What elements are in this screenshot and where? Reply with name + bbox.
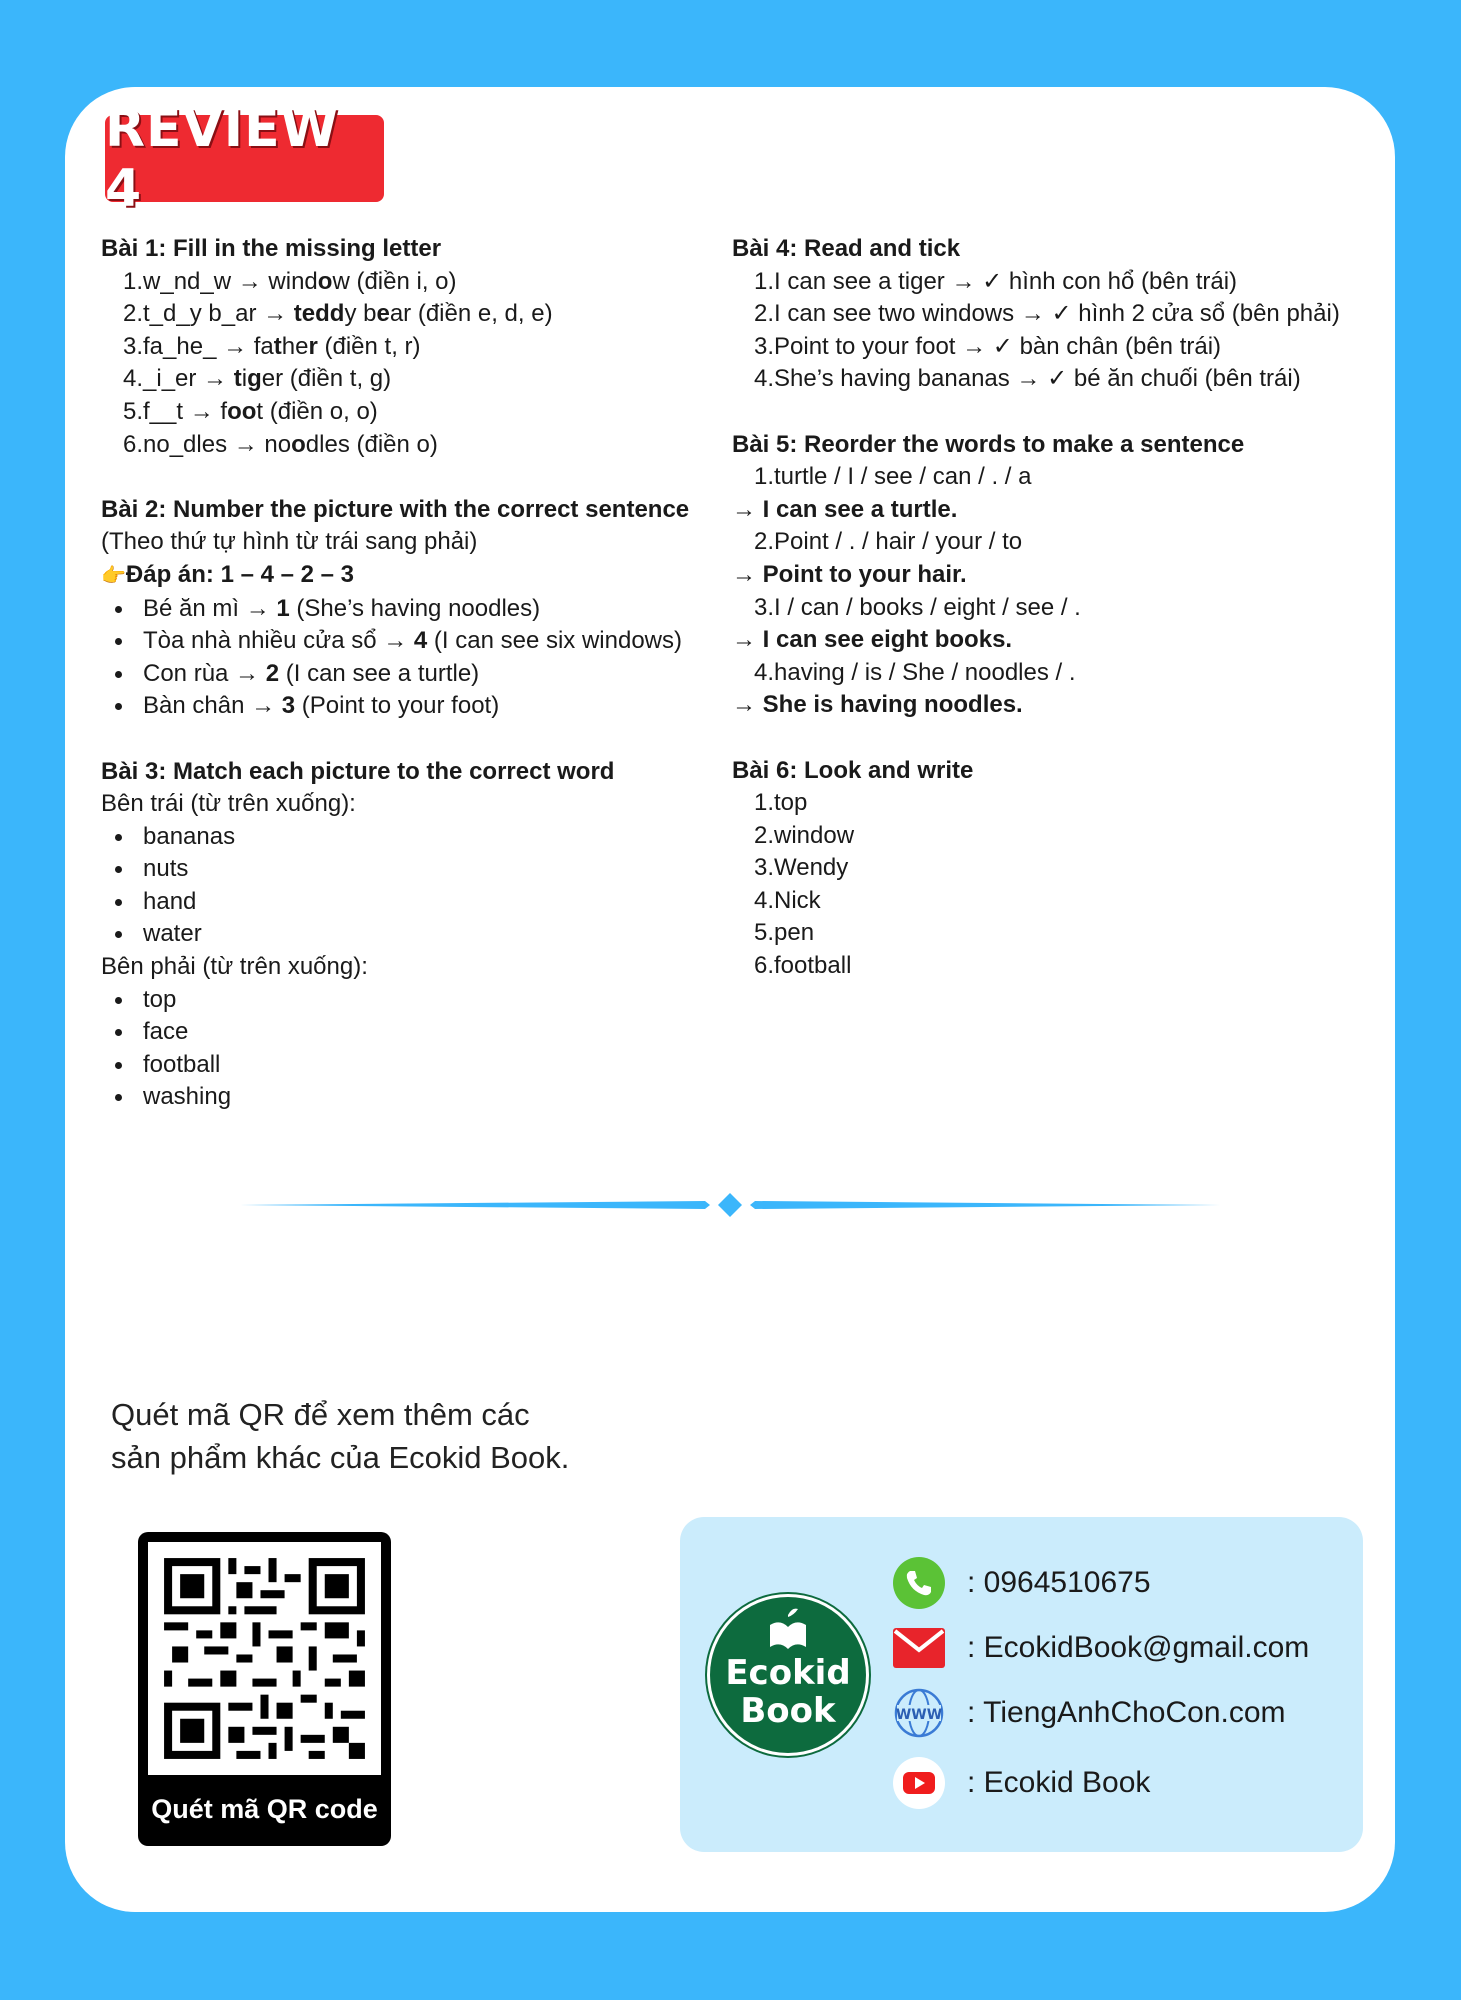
exercise-4-heading: Bài 4: Read and tick bbox=[732, 235, 961, 262]
exercise-2-answer: 👉Đáp án: 1 – 4 – 2 – 3 bbox=[101, 559, 741, 593]
exercise-3-left-item: water bbox=[101, 918, 741, 951]
exercise-6-heading: Bài 6: Look and write bbox=[732, 756, 974, 784]
exercise-5-words: 3.I / can / books / eight / see / . bbox=[754, 593, 1081, 621]
email-row[interactable] bbox=[893, 1622, 1309, 1674]
qr-code-card[interactable] bbox=[138, 1532, 391, 1846]
exercise-1-item-4: 4._i_er → tiger (điền t, g) bbox=[123, 365, 392, 393]
exercise-6-item: 4.Nick bbox=[754, 886, 821, 914]
exercise-6-item: 1.top bbox=[754, 789, 808, 817]
website-row[interactable] bbox=[893, 1687, 1286, 1739]
qr-caption: Quét mã QR để xem thêm các sản phẩm khác của Ecokid Book. bbox=[111, 1397, 570, 1475]
exercise-2-heading: Bài 2: Number the picture with the correct sentence bbox=[101, 495, 690, 523]
qr-code-label: Quét mã QR code bbox=[151, 1794, 378, 1824]
email-address: : EcokidBook@gmail.com bbox=[967, 1631, 1310, 1664]
globe-www-icon bbox=[893, 1687, 945, 1739]
exercise-2-item: Con rùa → 2 (I can see a turtle) bbox=[101, 658, 741, 691]
youtube-row[interactable] bbox=[893, 1757, 1150, 1809]
exercise-1-heading: Bài 1: Fill in the missing letter bbox=[101, 235, 442, 262]
exercise-2-item: Tòa nhà nhiều cửa sổ → 4 (I can see six windows) bbox=[101, 625, 741, 658]
exercise-3-right-item: washing bbox=[101, 1081, 741, 1114]
exercise-5-answer: → Point to your hair. bbox=[732, 560, 967, 588]
page-title: REVIEW 4 bbox=[105, 98, 340, 219]
pointing-hand-icon: 👉 bbox=[101, 564, 126, 587]
right-column bbox=[732, 233, 1392, 983]
contact-panel bbox=[680, 1517, 1363, 1852]
exercise-5-words: 2.Point / . / hair / your / to bbox=[754, 528, 1023, 556]
exercise-1-item-3: 3.fa_he_ → father (điền t, r) bbox=[123, 332, 421, 360]
exercise-6-item: 2.window bbox=[754, 821, 855, 849]
svg-text:WWW: WWW bbox=[895, 1707, 943, 1723]
exercise-6-item: 3.Wendy bbox=[754, 854, 849, 882]
exercise-5-words: 4.having / is / She / noodles / . bbox=[754, 658, 1076, 686]
exercise-3-right-item: football bbox=[101, 1049, 741, 1082]
decorative-divider bbox=[240, 1190, 1220, 1220]
phone-number: : 0964510675 bbox=[967, 1566, 1151, 1599]
mail-icon bbox=[893, 1622, 945, 1674]
exercise-6-item: 5.pen bbox=[754, 919, 815, 947]
youtube-channel: : Ecokid Book bbox=[967, 1766, 1151, 1799]
exercise-2-note: (Theo thứ tự hình từ trái sang phải) bbox=[101, 528, 478, 556]
youtube-icon bbox=[893, 1757, 945, 1809]
qr-code-icon bbox=[148, 1542, 381, 1775]
exercise-4-item: 4.She’s having bananas → ✓ bé ăn chuối (bên trái) bbox=[754, 365, 1301, 393]
exercise-3-left-item: bananas bbox=[101, 821, 741, 854]
exercise-6-item: 6.football bbox=[754, 952, 852, 980]
exercise-4-item: 1.I can see a tiger → ✓ hình con hổ (bên trái) bbox=[754, 267, 1238, 295]
exercise-4-item: 2.I can see two windows → ✓ hình 2 cửa sổ (bên phải) bbox=[754, 300, 1340, 328]
qr-code-image bbox=[148, 1542, 381, 1775]
left-column bbox=[101, 233, 741, 1114]
exercise-5-answer: → She is having noodles. bbox=[732, 691, 1023, 719]
ecokid-book-logo: Ecokid Book bbox=[710, 1597, 866, 1753]
phone-row[interactable] bbox=[893, 1557, 1151, 1609]
exercise-1-item-6: 6.no_dles → noodles (điền o) bbox=[123, 430, 438, 458]
website-address: : TiengAnhChoCon.com bbox=[967, 1696, 1286, 1729]
exercise-5-heading: Bài 5: Reorder the words to make a sentence bbox=[732, 430, 1245, 458]
exercise-5-answer: → I can see eight books. bbox=[732, 626, 1013, 654]
exercise-3-left-label: Bên trái (từ trên xuống): bbox=[101, 790, 356, 818]
exercise-4-item: 3.Point to your foot → ✓ bàn chân (bên trái) bbox=[754, 332, 1222, 360]
exercise-5-answer: → I can see a turtle. bbox=[732, 495, 958, 523]
exercise-1-item-2: 2.t_d_y b_ar → teddy bear (điền e, d, e) bbox=[123, 300, 553, 328]
exercise-5-words: 1.turtle / I / see / can / . / a bbox=[754, 463, 1032, 491]
exercise-2-item: Bàn chân → 3 (Point to your foot) bbox=[101, 690, 741, 723]
exercise-3-heading: Bài 3: Match each picture to the correct word bbox=[101, 757, 615, 785]
exercise-2-item: Bé ăn mì → 1 (She’s having noodles) bbox=[101, 593, 741, 626]
exercise-3-left-item: nuts bbox=[101, 853, 741, 886]
exercise-3-right-label: Bên phải (từ trên xuống): bbox=[101, 953, 368, 981]
exercise-3-left-item: hand bbox=[101, 886, 741, 919]
exercise-1-item-5: 5.f__t → foot (điền o, o) bbox=[123, 397, 378, 425]
exercise-3-right-item: top bbox=[101, 984, 741, 1017]
exercise-1-item-1: 1.w_nd_w → window (điền i, o) bbox=[123, 267, 457, 295]
phone-icon bbox=[893, 1557, 945, 1609]
exercise-3-right-item: face bbox=[101, 1016, 741, 1049]
title-badge bbox=[105, 98, 384, 219]
